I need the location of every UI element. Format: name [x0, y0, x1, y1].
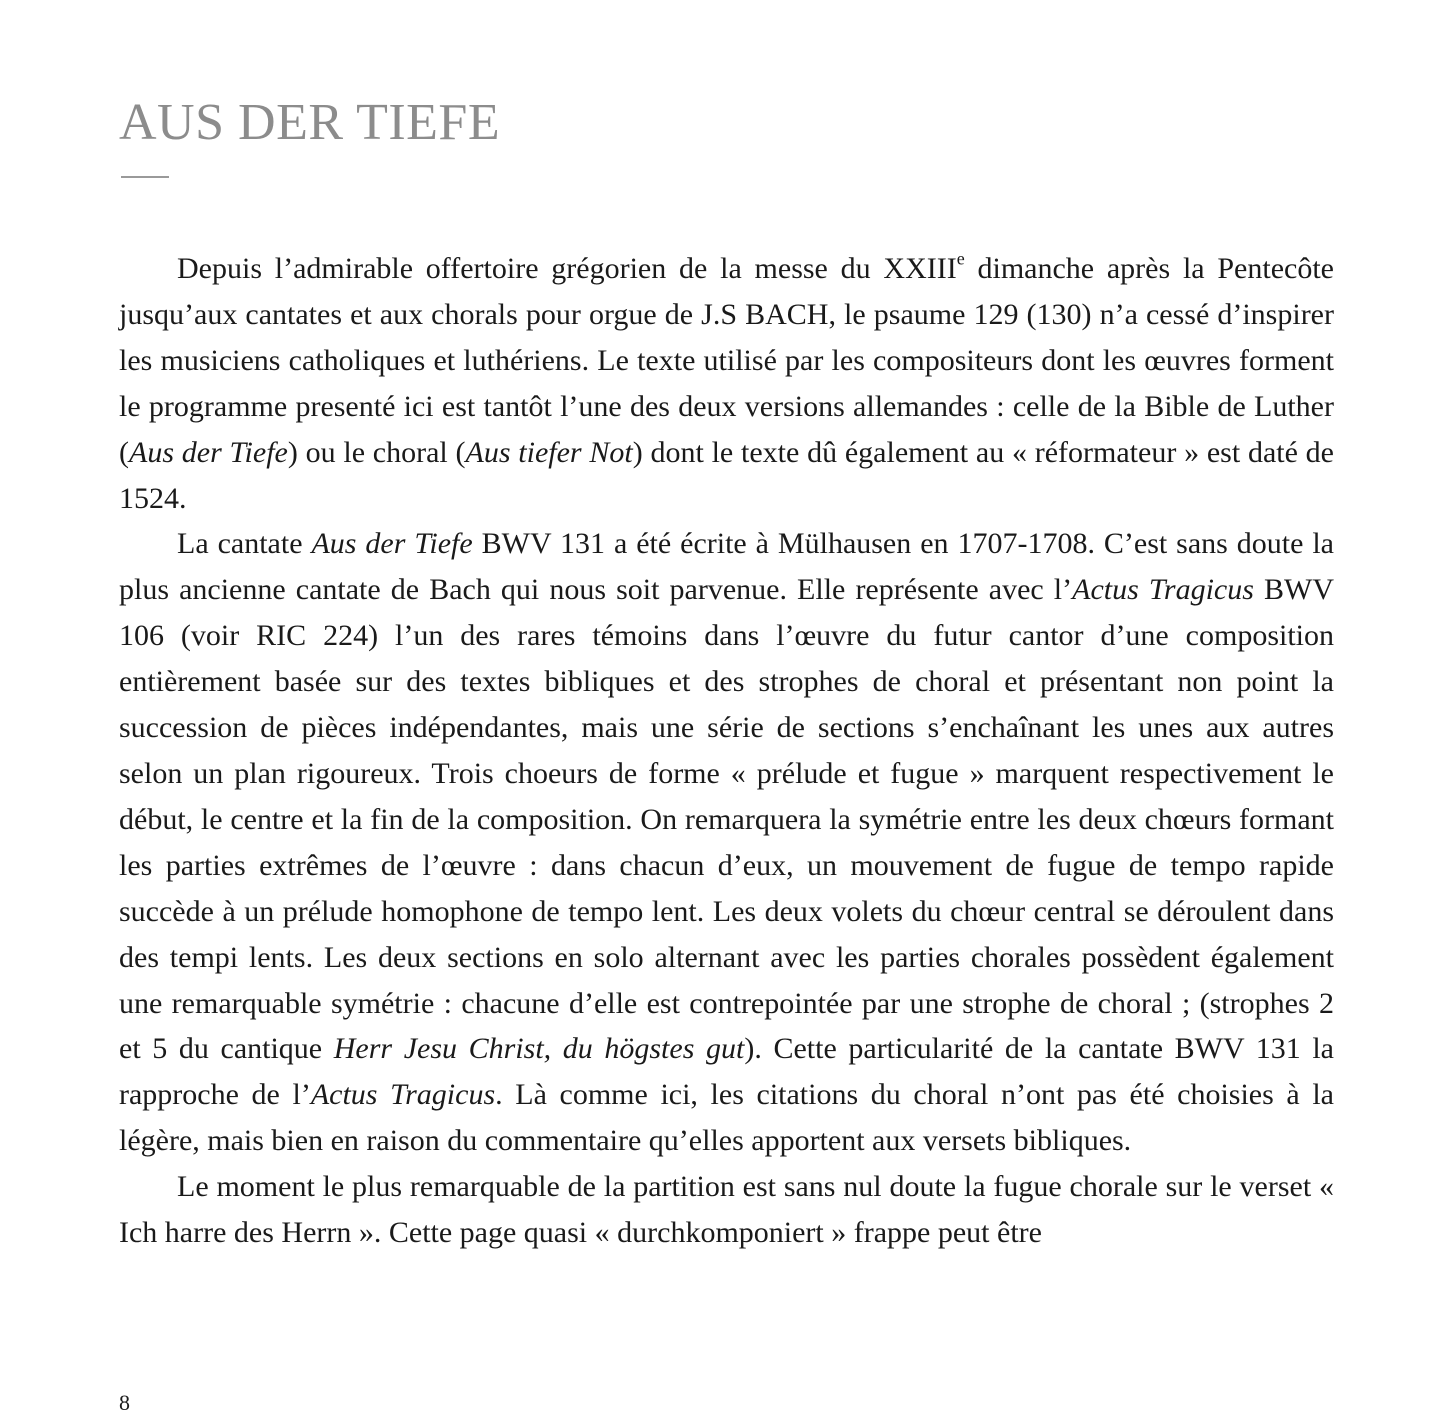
- p1-italic-1: Aus der Tiefe: [129, 435, 288, 469]
- p2-text-c: BWV 106 (voir RIC 224) l’un des rares témoins dans l’œuvre du futur cantor d’une composition entièrement basée sur des textes bibliques et des strophes de choral et présentant non point la succession de pièces indépendantes, mais une série de sections s’enchaînant les unes aux autres selon un plan rigoureux. Trois choeurs de forme « prélude et fugue » marquent respectivement le début, le centre et la fin de la composition. On remarquera la symétrie entre les deux chœurs formant les parties extrêmes de l’œuvre : dans chacun d’eux, un mouvement de fugue de tempo rapide succède à un prélude homophone de tempo lent. Les deux volets du chœur central se déroulent dans des tempi lents. Les deux sections en solo alternant avec les parties chorales possèdent également une remarquable symétrie : chacune d’elle est contrepointée par une strophe de choral ; (strophes 2 et 5 du cantique: [119, 573, 1334, 1066]
- paragraph-3: [119, 1164, 1334, 1256]
- p2-text-a: La cantate: [177, 527, 312, 561]
- p1-italic-2: Aus tiefer Not: [465, 435, 633, 469]
- p2-italic-3: Herr Jesu Christ, du högstes gut: [333, 1032, 745, 1066]
- p2-text-d: ). Cette particularité de la cantate BWV 131 la rapproche de l’: [119, 1032, 1334, 1112]
- page-title: AUS DER TIEFE: [119, 94, 501, 151]
- p1-superscript: e: [956, 248, 965, 269]
- body-text: [119, 246, 1334, 1256]
- p2-italic-1: Aus der Tiefe: [311, 527, 473, 561]
- p3-text-a: Le moment le plus remarquable de la partition est sans nul doute la fugue chorale sur le verset « Ich harre des Herrn ». Cette page quasi « durchkomponiert » frappe peut être: [119, 1170, 1334, 1250]
- p1-text-a: Depuis l’admirable offertoire grégorien de la messe du XXIII: [177, 252, 957, 285]
- page-number: 8: [119, 1390, 130, 1415]
- p2-text-b: BWV 131 a été écrite à Mülhausen en 1707-1708. C’est sans doute la plus ancienne cantate de Bach qui nous soit parvenue. Elle représente avec l’: [119, 527, 1334, 607]
- p1-text-c: ) ou le choral (: [287, 435, 466, 469]
- paragraph-1: [119, 246, 1334, 521]
- title-underline-rule: [121, 176, 169, 178]
- p2-italic-2: Actus Tragicus: [1072, 573, 1254, 607]
- p1-text-d: ) dont le texte dû également au « réformateur » est daté de 1524.: [119, 435, 1335, 515]
- paragraph-2: [119, 521, 1334, 1164]
- p1-text-b: dimanche après la Pentecôte jusqu’aux cantates et aux chorals pour orgue de J.S BACH, le psaume 129 (130) n’a cessé d’inspirer les musiciens catholiques et luthériens. Le texte utilisé par les compositeurs dont les œuvres forment le programme presenté ici est tantôt l’une des deux versions allemandes : celle de la Bible de Luther (: [119, 252, 1334, 469]
- p2-text-e: . Là comme ici, les citations du choral n’ont pas été choisies à la légère, mais bien en raison du commentaire qu’elles apportent aux versets bibliques.: [119, 1078, 1334, 1158]
- p2-italic-4: Actus Tragicus: [310, 1078, 496, 1112]
